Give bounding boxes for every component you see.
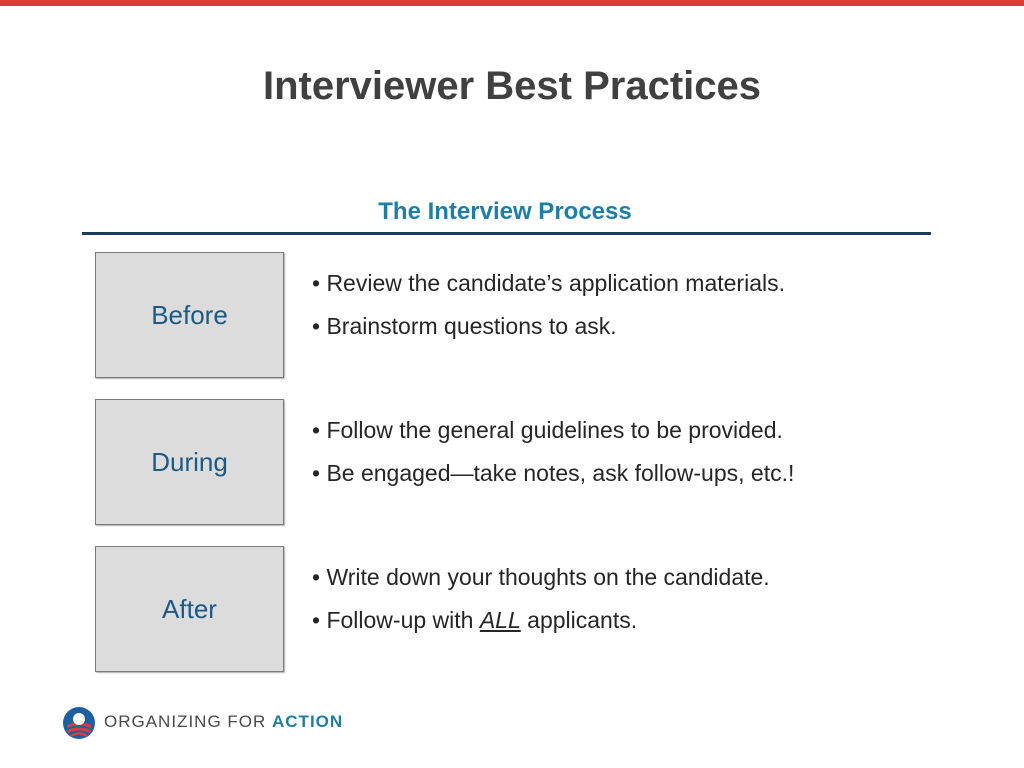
bullet-during-2: • Be engaged—take notes, ask follow-ups, etc.!	[312, 460, 795, 486]
emphasis-all: ALL	[479, 607, 521, 633]
logo-text-bold: ACTION	[272, 712, 344, 731]
slide-title: Interviewer Best Practices	[262, 64, 762, 108]
logo-text-light: ORGANIZING FOR	[104, 712, 272, 731]
stage-box-after	[95, 546, 284, 672]
bullet-after-2	[312, 607, 637, 634]
divider-rule	[82, 232, 931, 235]
bullet-during-1: • Follow the general guidelines to be provided.	[312, 417, 783, 443]
stage-label-during: During	[151, 446, 228, 477]
bullet-after-2-text: • Follow-up with	[312, 607, 480, 633]
bullet-before-2: • Brainstorm questions to ask.	[312, 313, 617, 339]
top-accent-bar	[0, 0, 1024, 6]
stage-label-before: Before	[151, 299, 228, 330]
organizing-for-action-logo	[62, 705, 344, 741]
obama-o-logo-icon	[62, 706, 96, 740]
stage-box-before	[95, 252, 284, 378]
bullet-before-1: • Review the candidate’s application materials.	[312, 270, 785, 296]
logo-wordmark	[104, 712, 343, 732]
stage-box-during	[95, 399, 284, 525]
section-subtitle: The Interview Process	[378, 198, 632, 225]
bullet-after-1: • Write down your thoughts on the candidate.	[312, 564, 770, 590]
bullet-after-2-text-end: applicants.	[520, 607, 638, 633]
stage-label-after: After	[162, 593, 217, 624]
